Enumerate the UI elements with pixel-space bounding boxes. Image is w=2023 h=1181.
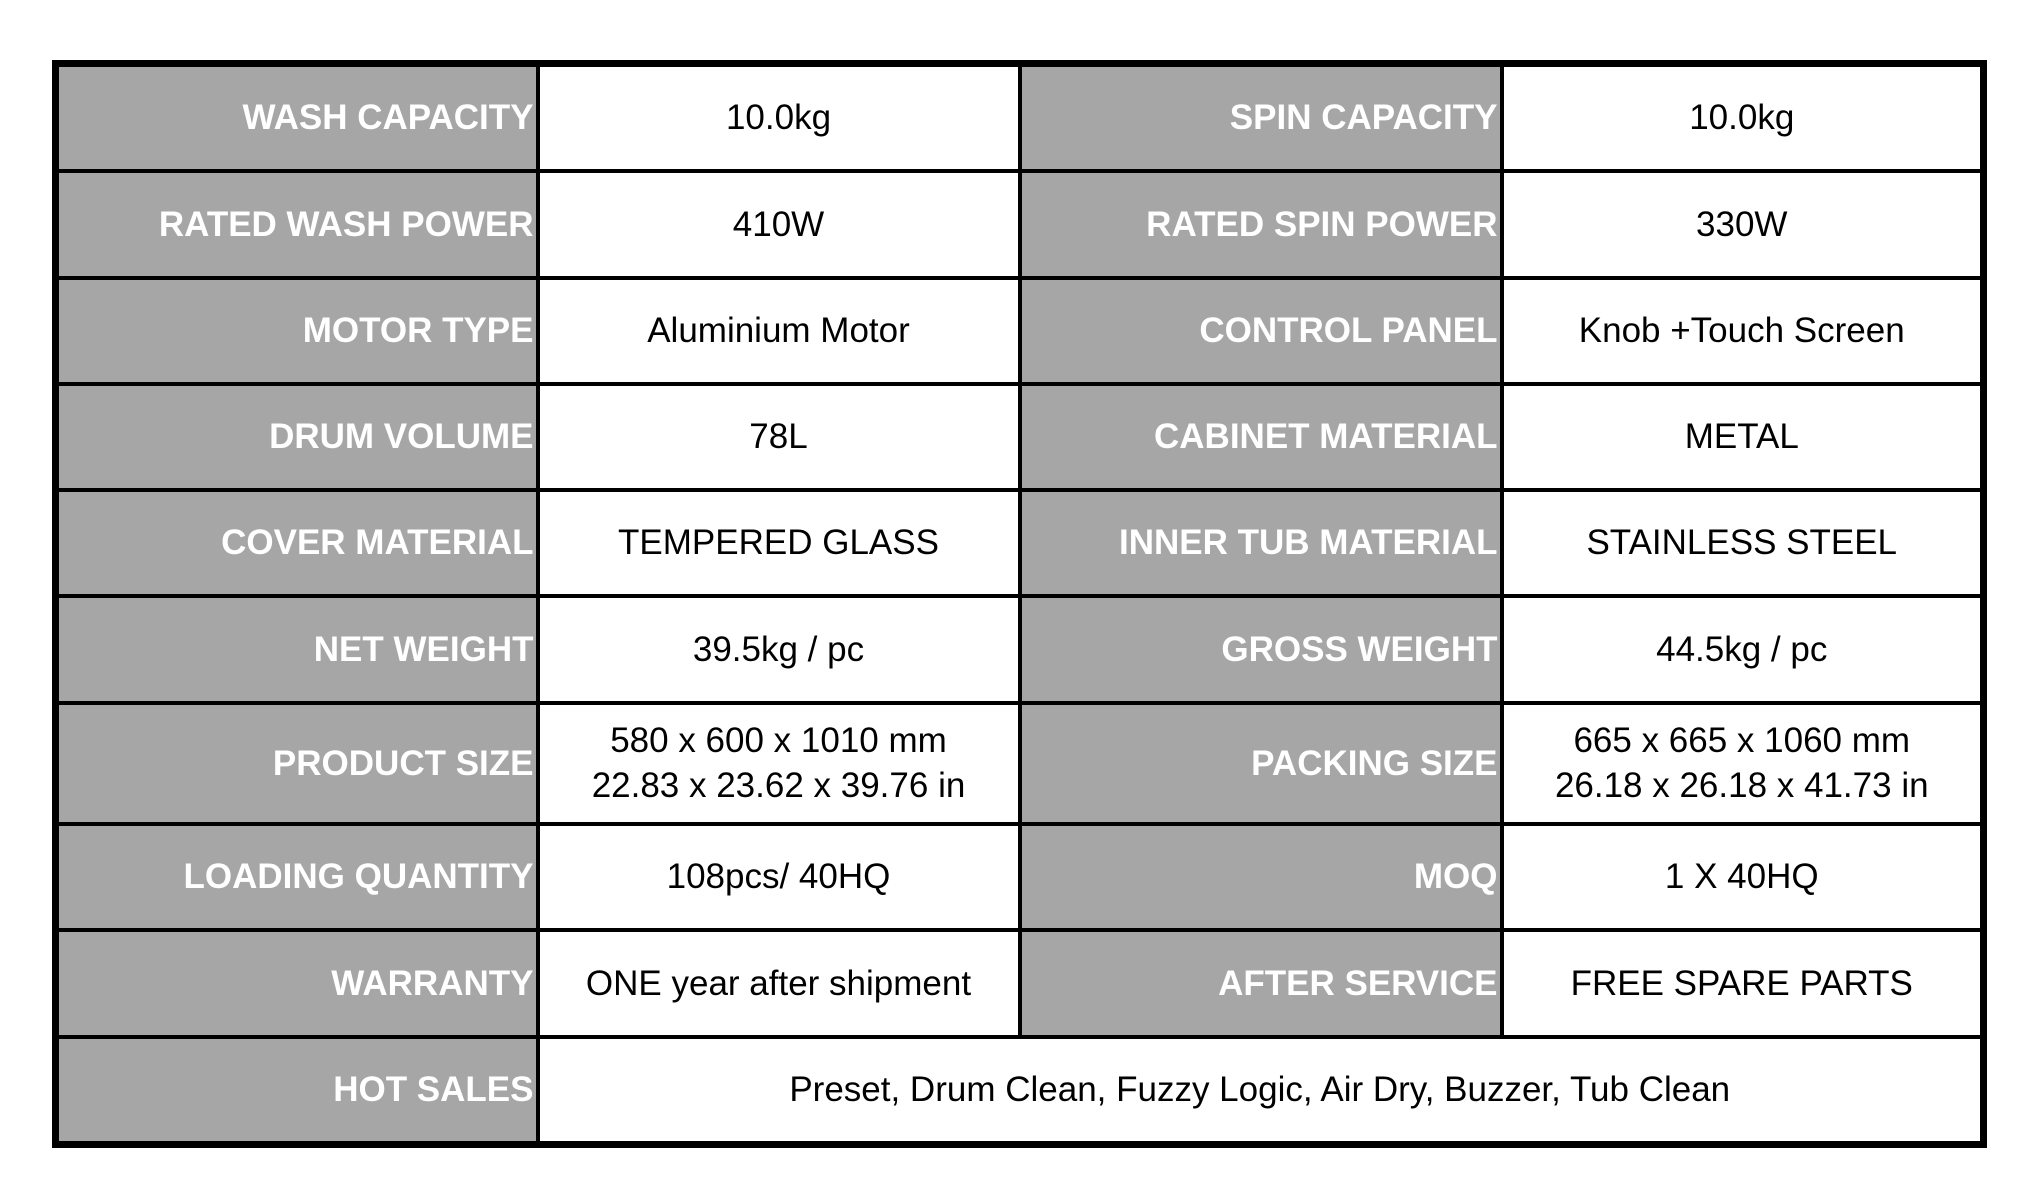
- hot-sales-label: HOT SALES: [56, 1037, 538, 1145]
- product-size-in: 22.83 x 23.62 x 39.76 in: [591, 766, 966, 806]
- gross-weight-value: 44.5kg / pc: [1502, 596, 1984, 702]
- product-size-value: [538, 703, 1020, 825]
- cabinet-material-label: CABINET MATERIAL: [1020, 384, 1502, 490]
- after-service-label: AFTER SERVICE: [1020, 930, 1502, 1036]
- rated-wash-power-label: RATED WASH POWER: [56, 171, 538, 277]
- packing-size-in: 26.18 x 26.18 x 41.73 in: [1554, 766, 1929, 806]
- rated-spin-power-value: 330W: [1502, 171, 1984, 277]
- table-row: [56, 384, 1984, 490]
- wash-capacity-value: 10.0kg: [538, 64, 1020, 172]
- gross-weight-label: GROSS WEIGHT: [1020, 596, 1502, 702]
- spec-table: [52, 60, 1987, 1148]
- table-row: [56, 278, 1984, 384]
- hot-sales-value: Preset, Drum Clean, Fuzzy Logic, Air Dry, Buzzer, Tub Clean: [538, 1037, 1984, 1145]
- packing-size-mm: 665 x 665 x 1060 mm: [1573, 720, 1911, 760]
- product-size-mm: 580 x 600 x 1010 mm: [610, 720, 947, 760]
- packing-size-label: PACKING SIZE: [1020, 703, 1502, 825]
- cabinet-material-value: METAL: [1502, 384, 1984, 490]
- inner-tub-material-label: INNER TUB MATERIAL: [1020, 490, 1502, 596]
- loading-quantity-value: 108pcs/ 40HQ: [538, 824, 1020, 930]
- motor-type-value: Aluminium Motor: [538, 278, 1020, 384]
- rated-wash-power-value: 410W: [538, 171, 1020, 277]
- net-weight-value: 39.5kg / pc: [538, 596, 1020, 702]
- warranty-label: WARRANTY: [56, 930, 538, 1036]
- inner-tub-material-value: STAINLESS STEEL: [1502, 490, 1984, 596]
- warranty-value: ONE year after shipment: [538, 930, 1020, 1036]
- product-size-label: PRODUCT SIZE: [56, 703, 538, 825]
- table-row: [56, 596, 1984, 702]
- control-panel-label: CONTROL PANEL: [1020, 278, 1502, 384]
- table-row: [56, 930, 1984, 1036]
- spin-capacity-label: SPIN CAPACITY: [1020, 64, 1502, 172]
- spin-capacity-value: 10.0kg: [1502, 64, 1984, 172]
- after-service-value: FREE SPARE PARTS: [1502, 930, 1984, 1036]
- wash-capacity-label: WASH CAPACITY: [56, 64, 538, 172]
- loading-quantity-label: LOADING QUANTITY: [56, 824, 538, 930]
- moq-value: 1 X 40HQ: [1502, 824, 1984, 930]
- drum-volume-value: 78L: [538, 384, 1020, 490]
- table-row: [56, 171, 1984, 277]
- motor-type-label: MOTOR TYPE: [56, 278, 538, 384]
- packing-size-value: [1502, 703, 1984, 825]
- table-row: [56, 703, 1984, 825]
- cover-material-value: TEMPERED GLASS: [538, 490, 1020, 596]
- control-panel-value: Knob +Touch Screen: [1502, 278, 1984, 384]
- cover-material-label: COVER MATERIAL: [56, 490, 538, 596]
- table-row: [56, 64, 1984, 172]
- table-row: [56, 490, 1984, 596]
- drum-volume-label: DRUM VOLUME: [56, 384, 538, 490]
- table-row: [56, 824, 1984, 930]
- net-weight-label: NET WEIGHT: [56, 596, 538, 702]
- table-row: [56, 1037, 1984, 1145]
- moq-label: MOQ: [1020, 824, 1502, 930]
- rated-spin-power-label: RATED SPIN POWER: [1020, 171, 1502, 277]
